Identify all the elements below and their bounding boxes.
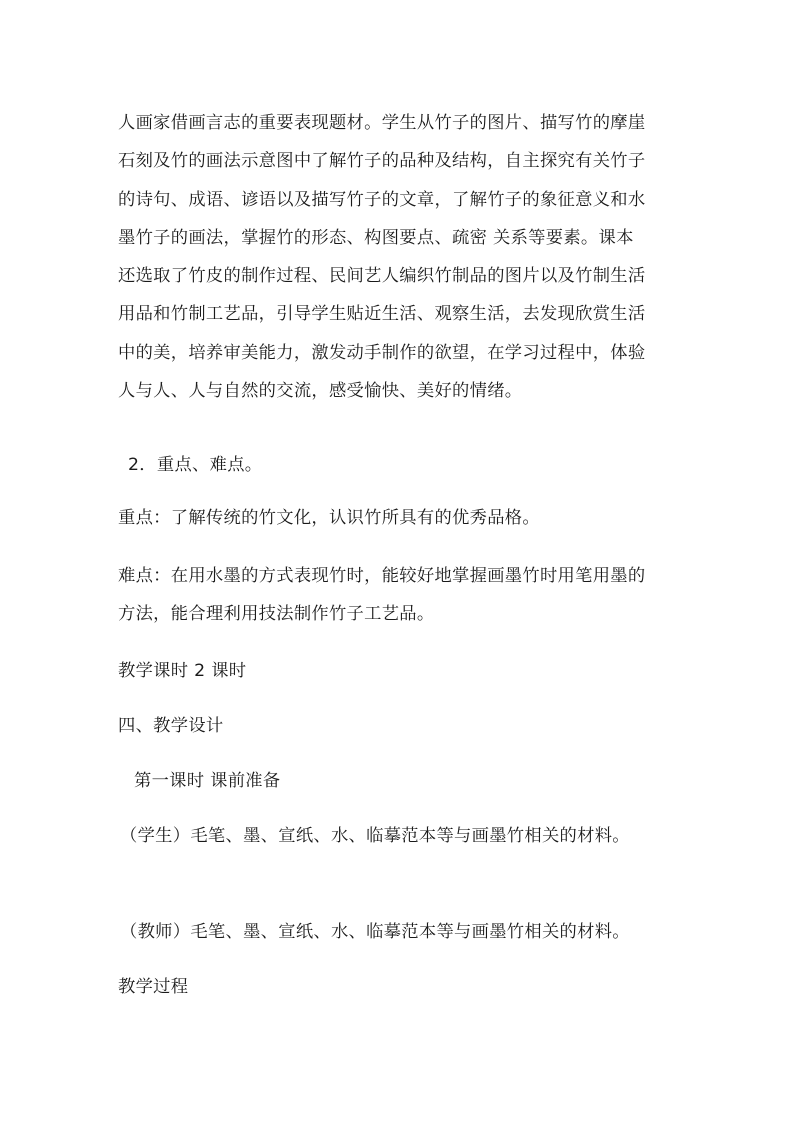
difficulty-line: 难点：在用水墨的方式表现竹时，能较好地掌握画墨竹时用笔用墨的 xyxy=(118,566,646,586)
student-materials: （学生）毛笔、墨、宣纸、水、临摹范本等与画墨竹相关的材料。 xyxy=(120,826,630,846)
class-hours: 教学课时 2 课时 xyxy=(118,661,247,681)
intro-paragraph xyxy=(118,104,690,410)
intro-line: 人画家借画言志的重要表现题材。学生从竹子的图片、描写竹的摩崖 xyxy=(118,113,646,133)
difficulty-paragraph xyxy=(118,557,690,634)
intro-line: 石刻及竹的画法示意图中了解竹子的品种及结构，自主探究有关竹子 xyxy=(118,151,646,172)
section-4-heading: 四、教学设计 xyxy=(118,716,224,736)
intro-line: 中的美，培养审美能力，激发动手制作的欲望，在学习过程中，体验 xyxy=(118,342,646,363)
teaching-process-heading: 教学过程 xyxy=(118,977,189,997)
difficulty-line: 方法，能合理利用技法制作竹子工艺品。 xyxy=(118,604,435,625)
intro-line: 的诗句、成语、谚语以及描写竹子的文章，了解竹子的象征意义和水 xyxy=(118,189,646,210)
lesson-1-heading: 第一课时 课前准备 xyxy=(134,771,281,791)
intro-line: 人与人、人与自然的交流，感受愉快、美好的情绪。 xyxy=(118,381,523,402)
intro-line: 墨竹子的画法，掌握竹的形态、构图要点、疏密 关系等要素。课本 xyxy=(118,227,634,248)
teacher-materials: （教师）毛笔、墨、宣纸、水、临摹范本等与画墨竹相关的材料。 xyxy=(120,922,630,942)
section-2-heading: 2．重点、难点。 xyxy=(128,455,263,475)
key-point: 重点：了解传统的竹文化，认识竹所具有的优秀品格。 xyxy=(118,508,540,528)
intro-line: 用品和竹制工艺品，引导学生贴近生活、观察生活，去发现欣赏生活 xyxy=(118,304,646,325)
intro-line: 还选取了竹皮的制作过程、民间艺人编织竹制品的图片以及竹制生活 xyxy=(118,266,646,287)
